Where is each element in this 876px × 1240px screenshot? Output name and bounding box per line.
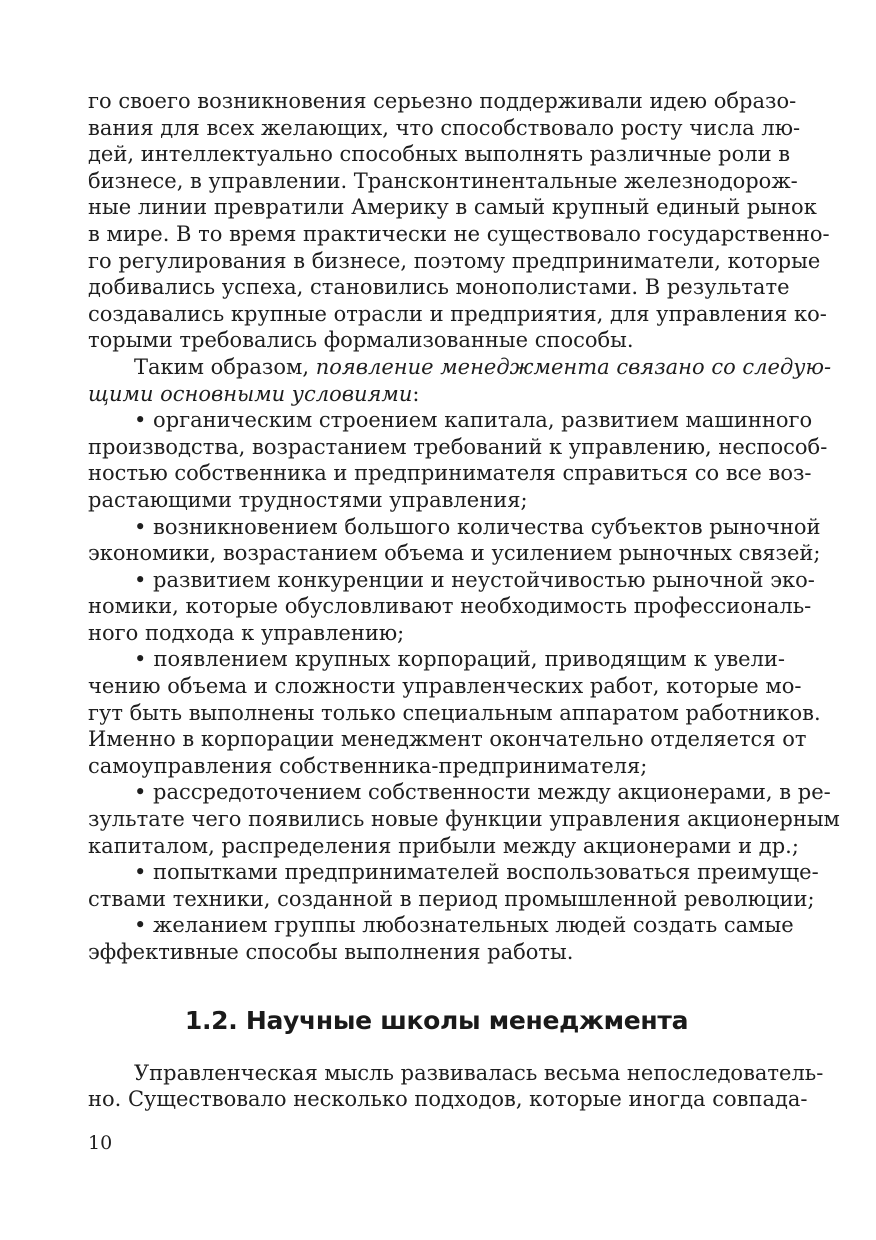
text-line: номики, которые обусловливают необходимость профессиональ- bbox=[88, 594, 812, 619]
text-run: Таким образом, bbox=[134, 354, 316, 379]
text-line: • развитием конкуренции и неустойчивостью рыночной эко- bbox=[134, 567, 815, 592]
text-line: • появлением крупных корпораций, приводящим к увели- bbox=[134, 647, 785, 672]
text-line: ствами техники, созданной в период промышленной революции; bbox=[88, 886, 815, 911]
text-line: бизнесе, в управлении. Трансконтинентальные железнодорож- bbox=[88, 168, 798, 193]
bullet-item bbox=[88, 859, 819, 912]
text-line bbox=[88, 354, 832, 381]
text-line: • попытками предпринимателей воспользоваться преимуще- bbox=[134, 860, 819, 885]
text-line: дей, интеллектуально способных выполнять различные роли в bbox=[88, 142, 791, 167]
text-line: производства, возрастанием требований к управлению, неспособ- bbox=[88, 434, 828, 459]
text-line: ные линии превратили Америку в самый крупный единый рынок bbox=[88, 195, 817, 220]
text-line: добивались успеха, становились монополистами. В результате bbox=[88, 275, 790, 300]
text-line: • органическим строением капитала, развитием машинного bbox=[134, 408, 813, 433]
bullet-item bbox=[88, 407, 828, 513]
bullet-item bbox=[88, 567, 815, 647]
text-line: зультате чего появились новые функции управления акционерным bbox=[88, 807, 840, 832]
text-line: эффективные способы выполнения работы. bbox=[88, 940, 574, 964]
text-line: ностью собственника и предпринимателя справиться со все воз- bbox=[88, 461, 812, 486]
text-line: торыми требовались формализованные способы. bbox=[88, 328, 634, 353]
page-body bbox=[88, 88, 840, 1113]
paragraph-section bbox=[88, 1060, 824, 1113]
text-line: Именно в корпорации менеджмент окончательно отделяется от bbox=[88, 727, 807, 752]
text-line: вания для всех желающих, что способствовало росту числа лю- bbox=[88, 115, 801, 140]
text-line: • рассредоточением собственности между акционерами, в ре- bbox=[134, 780, 831, 805]
text-line: создавались крупные отрасли и предприятия, для управления ко- bbox=[88, 301, 827, 326]
text-line: растающими трудностями управления; bbox=[88, 487, 528, 512]
italic-text: появление менеджмента связано со следую- bbox=[315, 354, 832, 379]
bullet-item bbox=[88, 779, 840, 859]
text-line: го регулирования в бизнесе, поэтому предприниматели, которые bbox=[88, 248, 821, 273]
section-heading: 1.2. Научные школы менеджмента bbox=[184, 1005, 689, 1035]
text-line: чению объема и сложности управленческих работ, которые мо- bbox=[88, 674, 802, 699]
text-line: го своего возникновения серьезно поддерживали идею образо- bbox=[88, 89, 797, 113]
text-line: капиталом, распределения прибыли между акционерами и др.; bbox=[88, 833, 799, 858]
text-line bbox=[88, 381, 785, 408]
text-line: ного подхода к управлению; bbox=[88, 620, 405, 645]
text-line: в мире. В то время практически не существовало государственно- bbox=[88, 221, 830, 246]
bullet-item bbox=[88, 912, 794, 965]
text-line: • возникновением большого количества субъектов рыночной bbox=[134, 514, 821, 539]
text-line: самоуправления собственника-предпринимателя; bbox=[88, 753, 648, 778]
text-line: Управленческая мысль развивалась весьма непоследователь- bbox=[134, 1060, 824, 1085]
text-line: но. Существовало несколько подходов, которые иногда совпада- bbox=[88, 1087, 808, 1112]
italic-text: щими основными условиями bbox=[88, 381, 413, 406]
paragraph-intro bbox=[88, 88, 830, 354]
text-line: гут быть выполнены только специальным аппаратом работников. bbox=[88, 700, 821, 725]
bullet-list bbox=[88, 407, 840, 965]
page-number: 10 bbox=[88, 1132, 113, 1154]
text-line: экономики, возрастанием объема и усилением рыночных связей; bbox=[88, 541, 821, 566]
bullet-item bbox=[88, 646, 821, 779]
text-line: • желанием группы любознательных людей создать самые bbox=[134, 913, 794, 938]
bullet-item bbox=[88, 514, 821, 567]
text-run: : bbox=[412, 381, 420, 406]
paragraph-conditions bbox=[88, 354, 832, 407]
